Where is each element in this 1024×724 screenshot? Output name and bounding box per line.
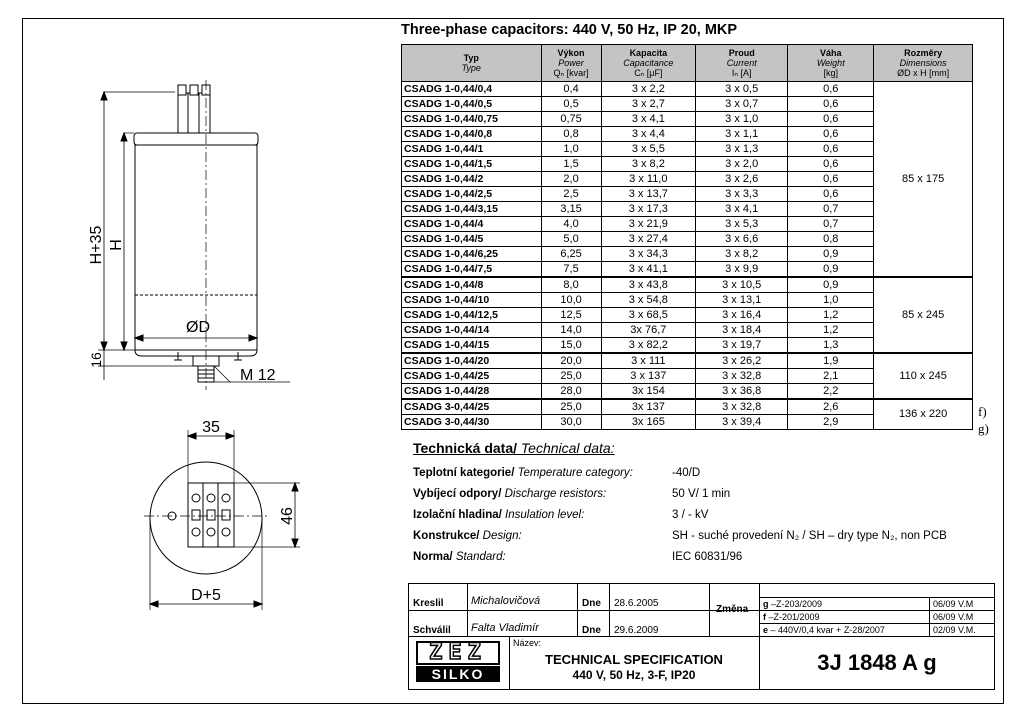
dim-h: H: [108, 239, 125, 251]
cell-capacitance: 3x 76,7: [601, 323, 695, 338]
cell-capacitance: 3 x 2,2: [601, 82, 695, 97]
cell-capacitance: 3 x 2,7: [601, 97, 695, 112]
cell-current: 3 x 13,1: [696, 293, 788, 308]
document-number: 3J 1848 A g: [817, 650, 937, 675]
cell-type: CSADG 3-0,44/25: [402, 399, 542, 415]
title-block: [408, 583, 995, 690]
cell-capacitance: 3 x 13,7: [601, 187, 695, 202]
cell-type: CSADG 1-0,44/0,75: [402, 112, 542, 127]
dim-od: ØD: [186, 319, 210, 336]
cell-power: 5,0: [541, 232, 601, 247]
logo-top-text: ZEZ: [416, 641, 500, 665]
cell-capacitance: 3 x 68,5: [601, 308, 695, 323]
cell-current: 3 x 1,1: [696, 127, 788, 142]
cell-capacitance: 3 x 27,4: [601, 232, 695, 247]
tech-value-insulation: 3 / - kV: [672, 509, 709, 521]
cell-weight: 0,9: [788, 277, 874, 293]
cell-power: 2,5: [541, 187, 601, 202]
terminal-block-top: [188, 483, 234, 547]
change-row-g: g –Z-203/2009: [763, 599, 823, 609]
cell-type: CSADG 1-0,44/7,5: [402, 262, 542, 278]
logo-bottom-text: SILKO: [416, 666, 500, 682]
cell-weight: 2,2: [788, 384, 874, 400]
approved-by-name: Falta Vladimír: [471, 622, 539, 634]
cell-power: 1,0: [541, 142, 601, 157]
spec-line-1: TECHNICAL SPECIFICATION: [545, 652, 723, 667]
tech-value-temperature: -40/D: [672, 467, 701, 479]
change-date-f: 06/09 V.M: [933, 612, 974, 622]
table-row: [402, 399, 973, 415]
header-power: Výkon Power Qₙ [kvar]: [541, 45, 601, 82]
change-row-f: f –Z-201/2009: [763, 612, 820, 622]
cell-type: CSADG 1-0,44/6,25: [402, 247, 542, 262]
cell-weight: 0,8: [788, 232, 874, 247]
tech-value-resistors: 50 V/ 1 min: [672, 488, 731, 500]
cell-current: 3 x 32,8: [696, 399, 788, 415]
cell-power: 10,0: [541, 293, 601, 308]
cell-type: CSADG 1-0,44/10: [402, 293, 542, 308]
company-logo: [412, 639, 504, 685]
cell-dimensions: 136 x 220: [874, 399, 973, 430]
cell-weight: 1,2: [788, 323, 874, 338]
approved-date-label: Dne: [582, 625, 601, 636]
revision-marks: [978, 403, 989, 437]
change-label: Změna: [716, 604, 749, 615]
cell-current: 3 x 6,6: [696, 232, 788, 247]
cell-power: 0,8: [541, 127, 601, 142]
cell-power: 1,5: [541, 157, 601, 172]
cell-type: CSADG 1-0,44/8: [402, 277, 542, 293]
header-type: Typ Type: [402, 45, 542, 82]
table-row: [402, 353, 973, 369]
cell-type: CSADG 1-0,44/0,8: [402, 127, 542, 142]
tech-value-standard: IEC 60831/96: [672, 551, 743, 563]
cell-power: 14,0: [541, 323, 601, 338]
cell-capacitance: 3 x 4,4: [601, 127, 695, 142]
capacitor-lid: [134, 133, 258, 145]
cell-power: 7,5: [541, 262, 601, 278]
cell-weight: 2,9: [788, 415, 874, 430]
cell-weight: 0,6: [788, 172, 874, 187]
cell-dimensions: 85 x 175: [874, 82, 973, 278]
cell-capacitance: 3 x 137: [601, 369, 695, 384]
tech-row-design: Konstrukce/ Design:: [413, 530, 522, 542]
cell-power: 25,0: [541, 399, 601, 415]
cell-weight: 0,7: [788, 202, 874, 217]
cell-weight: 1,9: [788, 353, 874, 369]
cell-power: 15,0: [541, 338, 601, 354]
cell-type: CSADG 1-0,44/1: [402, 142, 542, 157]
cell-capacitance: 3 x 5,5: [601, 142, 695, 157]
change-row-e: e – 440V/0,4 kvar + Z-28/2007: [763, 625, 885, 635]
cell-capacitance: 3x 154: [601, 384, 695, 400]
cell-current: 3 x 39,4: [696, 415, 788, 430]
table-row: [402, 82, 973, 97]
tech-value-design: SH - suché provedení N₂ / SH – dry type N₂, non PCB: [672, 530, 947, 542]
cell-weight: 0,6: [788, 97, 874, 112]
change-date-g: 06/09 V.M: [933, 599, 974, 609]
technical-data-title: Technická data/ Technical data:: [413, 440, 615, 456]
cell-power: 3,15: [541, 202, 601, 217]
cell-current: 3 x 1,0: [696, 112, 788, 127]
cell-type: CSADG 3-0,44/30: [402, 415, 542, 430]
cell-current: 3 x 2,0: [696, 157, 788, 172]
cell-weight: 0,9: [788, 262, 874, 278]
cell-power: 0,4: [541, 82, 601, 97]
cell-power: 30,0: [541, 415, 601, 430]
cell-current: 3 x 26,2: [696, 353, 788, 369]
cell-current: 3 x 0,7: [696, 97, 788, 112]
cell-weight: 0,6: [788, 112, 874, 127]
cell-power: 4,0: [541, 217, 601, 232]
cell-weight: 2,1: [788, 369, 874, 384]
cell-power: 12,5: [541, 308, 601, 323]
header-weight: Váha Weight [kg]: [788, 45, 874, 82]
cell-capacitance: 3 x 21,9: [601, 217, 695, 232]
dim-35: 35: [202, 419, 220, 436]
dim-m12: M 12: [240, 367, 276, 384]
cell-weight: 0,7: [788, 217, 874, 232]
cell-current: 3 x 2,6: [696, 172, 788, 187]
cell-type: CSADG 1-0,44/0,5: [402, 97, 542, 112]
cell-capacitance: 3 x 82,2: [601, 338, 695, 354]
header-capacitance: Kapacita Capacitance Cₙ [μF]: [601, 45, 695, 82]
approved-date: 29.6.2009: [614, 625, 659, 636]
tech-row-standard: Norma/ Standard:: [413, 551, 506, 563]
drawn-date: 28.6.2005: [614, 598, 659, 609]
cell-power: 28,0: [541, 384, 601, 400]
table-row: [402, 277, 973, 293]
cell-weight: 0,6: [788, 82, 874, 97]
cell-type: CSADG 1-0,44/2: [402, 172, 542, 187]
cell-type: CSADG 1-0,44/5: [402, 232, 542, 247]
cell-type: CSADG 1-0,44/25: [402, 369, 542, 384]
page-title: Three-phase capacitors: 440 V, 50 Hz, IP 20, MKP: [401, 22, 738, 38]
cell-weight: 1,0: [788, 293, 874, 308]
capacitor-drawing: [90, 80, 400, 620]
header-dimensions: Rozměry Dimensions ØD x H [mm]: [874, 45, 973, 82]
cell-capacitance: 3 x 43,8: [601, 277, 695, 293]
cell-capacitance: 3 x 8,2: [601, 157, 695, 172]
cell-capacitance: 3x 137: [601, 399, 695, 415]
cell-current: 3 x 0,5: [696, 82, 788, 97]
cell-weight: 0,6: [788, 157, 874, 172]
cell-type: CSADG 1-0,44/1,5: [402, 157, 542, 172]
cell-dimensions: 85 x 245: [874, 277, 973, 353]
cell-current: 3 x 32,8: [696, 369, 788, 384]
cell-current: 3 x 9,9: [696, 262, 788, 278]
cell-weight: 2,6: [788, 399, 874, 415]
cell-weight: 0,6: [788, 187, 874, 202]
dim-16: 16: [88, 352, 104, 368]
cell-capacitance: 3x 165: [601, 415, 695, 430]
drawn-date-label: Dne: [582, 598, 601, 609]
cell-current: 3 x 10,5: [696, 277, 788, 293]
cell-current: 3 x 36,8: [696, 384, 788, 400]
cell-type: CSADG 1-0,44/0,4: [402, 82, 542, 97]
revision-mark-f: f): [978, 404, 987, 419]
cell-power: 8,0: [541, 277, 601, 293]
drawn-by-name: Michalovičová: [471, 595, 541, 607]
dim-46: 46: [279, 507, 296, 525]
terminal-block-side: [178, 93, 210, 133]
cell-type: CSADG 1-0,44/20: [402, 353, 542, 369]
change-date-e: 02/09 V.M.: [933, 625, 976, 635]
revision-mark-g: g): [978, 421, 989, 436]
cell-current: 3 x 3,3: [696, 187, 788, 202]
cell-type: CSADG 1-0,44/15: [402, 338, 542, 354]
cell-capacitance: 3 x 41,1: [601, 262, 695, 278]
dim-h35: H+35: [88, 225, 105, 265]
cell-weight: 0,6: [788, 127, 874, 142]
cell-type: CSADG 1-0,44/2,5: [402, 187, 542, 202]
tech-row-resistors: Vybíjecí odpory/ Discharge resistors:: [413, 488, 607, 500]
cell-power: 2,0: [541, 172, 601, 187]
cell-weight: 0,9: [788, 247, 874, 262]
cell-current: 3 x 16,4: [696, 308, 788, 323]
cell-weight: 0,6: [788, 142, 874, 157]
cell-type: CSADG 1-0,44/14: [402, 323, 542, 338]
cell-power: 0,75: [541, 112, 601, 127]
dim-d5: D+5: [191, 587, 221, 604]
tech-row-temperature: Teplotní kategorie/ Temperature category:: [413, 467, 633, 479]
cell-current: 3 x 19,7: [696, 338, 788, 354]
cell-power: 0,5: [541, 97, 601, 112]
cell-type: CSADG 1-0,44/28: [402, 384, 542, 400]
spec-line-2: 440 V, 50 Hz, 3-F, IP20: [572, 668, 696, 682]
cell-power: 6,25: [541, 247, 601, 262]
cell-capacitance: 3 x 17,3: [601, 202, 695, 217]
cell-current: 3 x 8,2: [696, 247, 788, 262]
drawn-by-label: Kreslil: [413, 598, 444, 609]
cell-capacitance: 3 x 111: [601, 353, 695, 369]
cell-current: 3 x 18,4: [696, 323, 788, 338]
approved-by-label: Schválil: [413, 625, 451, 636]
cell-current: 3 x 5,3: [696, 217, 788, 232]
name-label: Název:: [513, 638, 542, 648]
cell-capacitance: 3 x 34,3: [601, 247, 695, 262]
cell-capacitance: 3 x 11,0: [601, 172, 695, 187]
header-current: Proud Current Iₙ [A]: [696, 45, 788, 82]
cell-capacitance: 3 x 54,8: [601, 293, 695, 308]
capacitor-spec-table: [401, 44, 973, 430]
table-header-row: [402, 45, 973, 82]
cell-type: CSADG 1-0,44/3,15: [402, 202, 542, 217]
cell-weight: 1,2: [788, 308, 874, 323]
cell-power: 25,0: [541, 369, 601, 384]
cell-type: CSADG 1-0,44/12,5: [402, 308, 542, 323]
cell-dimensions: 110 x 245: [874, 353, 973, 399]
cell-capacitance: 3 x 4,1: [601, 112, 695, 127]
cell-weight: 1,3: [788, 338, 874, 354]
cell-type: CSADG 1-0,44/4: [402, 217, 542, 232]
cell-current: 3 x 1,3: [696, 142, 788, 157]
cell-power: 20,0: [541, 353, 601, 369]
tech-row-insulation: Izolační hladina/ Insulation level:: [413, 509, 585, 521]
cell-current: 3 x 4,1: [696, 202, 788, 217]
